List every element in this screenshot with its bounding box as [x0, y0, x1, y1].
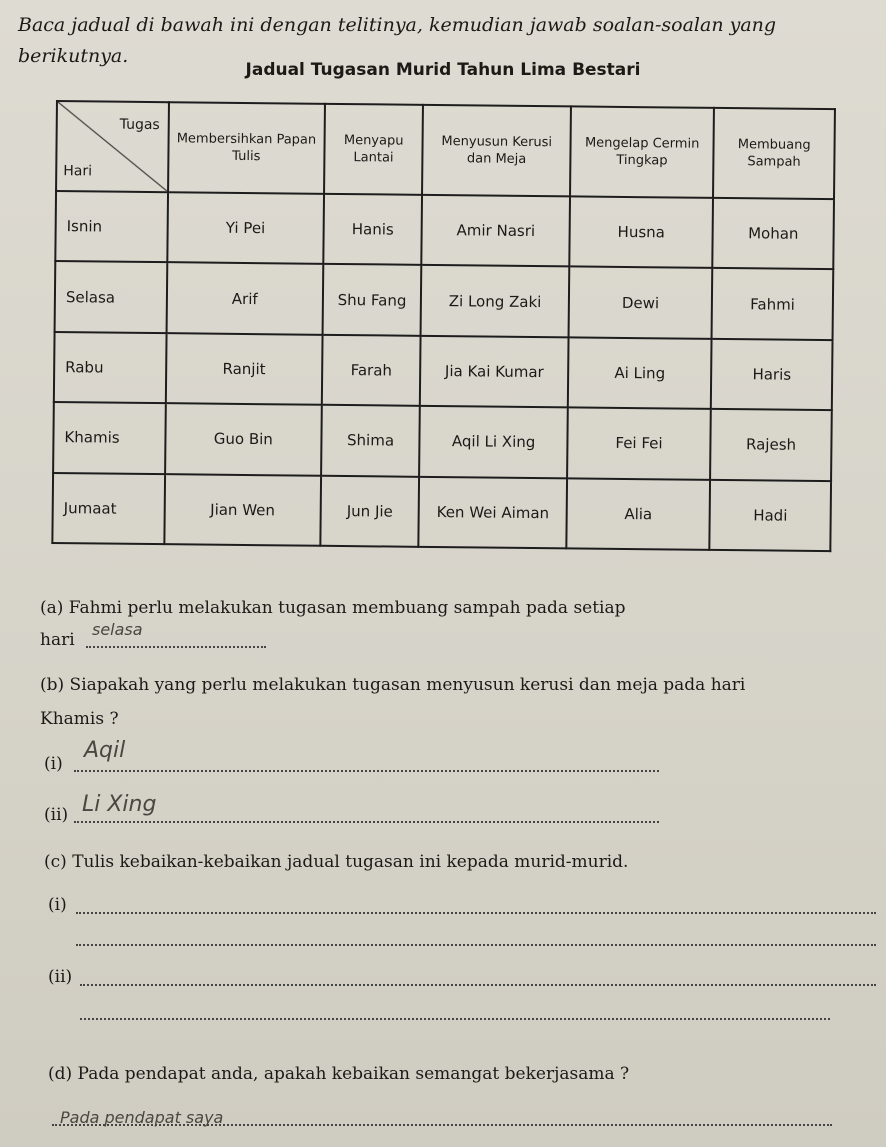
- corner-day-label: Hari: [63, 163, 93, 180]
- table-cell: Arif: [167, 263, 323, 335]
- table-cell: Haris: [711, 339, 832, 411]
- day-cell: Isnin: [55, 191, 168, 263]
- table-cell: Hanis: [323, 194, 422, 265]
- table-row: [52, 473, 831, 552]
- table-cell: Shu Fang: [322, 264, 421, 335]
- question-c-ii-label: (ii): [48, 967, 73, 987]
- question-b-ii-label: (ii): [44, 805, 69, 825]
- corner-header-cell: [56, 101, 169, 192]
- question-b-continuation: Khamis ?: [40, 709, 119, 729]
- instruction-text: Baca jadual di bawah ini dengan telitinya, kemudian jawab soalan-soalan yang berikutnya.: [18, 14, 777, 67]
- handwritten-answer-b-i: Aqil: [84, 738, 126, 763]
- header-cell: Membersihkan Papan Tulis: [168, 102, 325, 194]
- answer-line-c-i-1[interactable]: [76, 912, 876, 914]
- table-title: Jadual Tugasan Murid Tahun Lima Bestari: [245, 60, 641, 80]
- day-cell: Selasa: [55, 261, 168, 333]
- table-cell: Guo Bin: [165, 403, 321, 475]
- table-cell: Aqil Li Xing: [420, 406, 568, 478]
- header-cell: Membuang Sampah: [713, 108, 835, 199]
- table-cell: Mohan: [713, 198, 834, 270]
- header-cell: Menyusun Kerusi dan Meja: [423, 105, 571, 197]
- table-cell: Jian Wen: [164, 474, 320, 546]
- table-cell: Dewi: [568, 267, 712, 339]
- table-row: [55, 191, 834, 270]
- corner-task-label: Tugas: [119, 116, 160, 134]
- table-cell: Fei Fei: [567, 408, 711, 480]
- day-cell: Jumaat: [52, 473, 165, 545]
- question-b-i-label: (i): [44, 754, 63, 774]
- table-cell: Jia Kai Kumar: [420, 336, 568, 408]
- question-a: (a) Fahmi perlu melakukan tugasan membuang sampah pada setiap: [40, 598, 626, 618]
- answer-line-a[interactable]: [86, 646, 266, 648]
- table-cell: Jun Jie: [320, 475, 419, 546]
- table-row: [54, 332, 833, 411]
- answer-line-c-ii-2[interactable]: [80, 1018, 830, 1020]
- table-cell: Zi Long Zaki: [421, 265, 569, 337]
- table-cell: Shima: [321, 405, 420, 476]
- question-d: (d) Pada pendapat anda, apakah kebaikan semangat bekerjasama ?: [48, 1064, 630, 1084]
- day-cell: Rabu: [54, 332, 167, 404]
- table-cell: Farah: [322, 335, 421, 406]
- table-cell: Hadi: [710, 479, 831, 551]
- answer-line-b-ii[interactable]: [74, 821, 659, 823]
- table-cell: Ranjit: [166, 333, 322, 405]
- question-a-continuation: hari: [40, 630, 75, 650]
- table-row: [53, 402, 832, 481]
- header-cell: Menyapu Lantai: [324, 104, 424, 195]
- task-schedule-table: [51, 100, 836, 552]
- table-cell: Amir Nasri: [422, 195, 570, 267]
- table-row: [55, 261, 834, 340]
- handwritten-answer-d: Pada pendapat saya: [60, 1108, 224, 1127]
- table-cell: Husna: [569, 196, 713, 268]
- header-cell: Mengelap Cermin Tingkap: [570, 106, 714, 197]
- question-b: (b) Siapakah yang perlu melakukan tugasan menyusun kerusi dan meja pada hari: [40, 675, 746, 695]
- table-cell: Yi Pei: [167, 192, 323, 264]
- answer-line-c-ii-1[interactable]: [80, 984, 876, 986]
- question-c: (c) Tulis kebaikan-kebaikan jadual tugasan ini kepada murid-murid.: [44, 852, 629, 872]
- table-header-row: [56, 101, 835, 199]
- table-cell: Alia: [566, 478, 710, 550]
- handwritten-answer-a: selasa: [92, 620, 143, 639]
- day-cell: Khamis: [53, 402, 166, 474]
- question-c-i-label: (i): [48, 895, 67, 915]
- table-cell: Fahmi: [712, 268, 833, 340]
- table-cell: Ai Ling: [568, 337, 712, 409]
- handwritten-answer-b-ii: Li Xing: [82, 792, 157, 817]
- table-cell: Ken Wei Aiman: [419, 476, 567, 548]
- answer-line-b-i[interactable]: [74, 770, 659, 772]
- table-cell: Rajesh: [710, 409, 831, 481]
- answer-line-c-i-2[interactable]: [76, 944, 876, 946]
